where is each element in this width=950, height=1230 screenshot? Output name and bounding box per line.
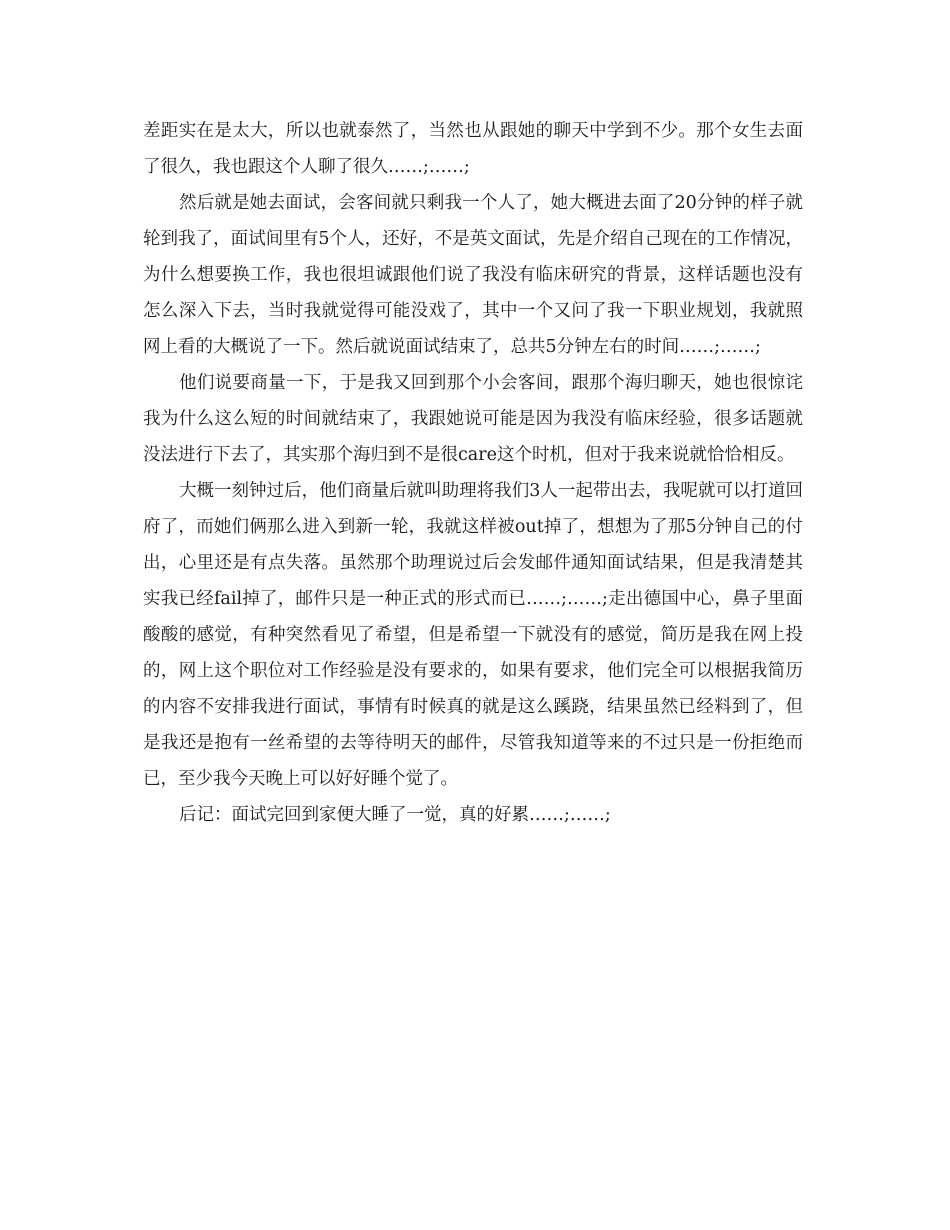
document-body (143, 113, 803, 833)
paragraph-discussion: 他们说要商量一下，于是我又回到那个小会客间，跟那个海归聊天，她也很惊诧我为什么这么短的时间就结束了，我跟她说可能是因为我没有临床经验，很多话题就没法进行下去了，其实那个海归到不是很care这个时机，但对于我来说就恰恰相反。 (143, 373, 803, 465)
paragraph-continuation: 差距实在是太大，所以也就泰然了，当然也从跟她的聊天中学到不少。那个女生去面了很久，我也跟这个人聊了很久……;……; (143, 121, 803, 177)
paragraph-postscript: 后记：面试完回到家便大睡了一觉，真的好累……;……; (179, 805, 611, 825)
paragraph-interview: 然后就是她去面试，会客间就只剩我一个人了，她大概进去面了20分钟的样子就轮到我了，面试间里有5个人，还好，不是英文面试，先是介绍自己现在的工作情况，为什么想要换工作，我也很坦诚跟他们说了我没有临床研究的背景，这样话题也没有怎么深入下去，当时我就觉得可能没戏了，其中一个又问了我一下职业规划，我就照网上看的大概说了一下。然后就说面试结束了，总共5分钟左右的时间……;……; (143, 193, 803, 357)
paragraph-result: 大概一刻钟过后，他们商量后就叫助理将我们3人一起带出去，我呢就可以打道回府了，而她们俩那么进入到新一轮，我就这样被out掉了，想想为了那5分钟自己的付出，心里还是有点失落。虽然那个助理说过后会发邮件通知面试结果，但是我清楚其实我已经fail掉了，邮件只是一种正式的形式而已……;……;走出德国中心，鼻子里面酸酸的感觉，有种突然看见了希望，但是希望一下就没有的感觉，简历是我在网上投的，网上这个职位对工作经验是没有要求的，如果有要求，他们完全可以根据我简历的内容不安排我进行面试，事情有时候真的就是这么蹊跷，结果虽然已经料到了，但是我还是抱有一丝希望的去等待明天的邮件，尽管我知道等来的不过只是一份拒绝而已，至少我今天晚上可以好好睡个觉了。 (143, 481, 803, 789)
